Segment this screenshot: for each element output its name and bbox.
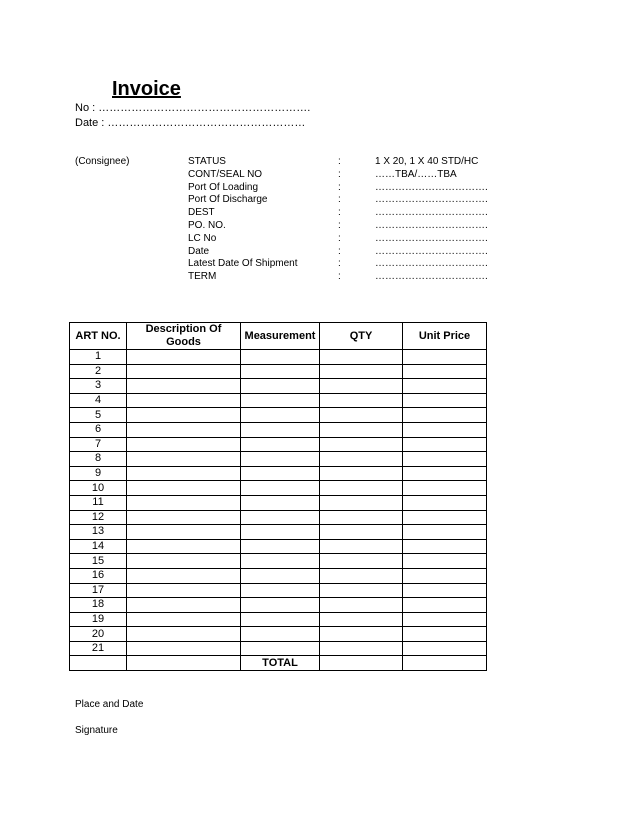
- table-row: [70, 554, 487, 569]
- empty-cell: [320, 437, 403, 452]
- empty-cell: [127, 525, 241, 540]
- empty-cell: [403, 350, 487, 365]
- empty-cell: [320, 525, 403, 540]
- empty-cell: [403, 437, 487, 452]
- empty-cell: [403, 393, 487, 408]
- empty-cell: [403, 539, 487, 554]
- empty-cell: [320, 393, 403, 408]
- empty-cell: [241, 525, 320, 540]
- header-measurement: Measurement: [241, 323, 320, 350]
- empty-cell: [320, 495, 403, 510]
- empty-cell: [320, 612, 403, 627]
- empty-cell: [127, 568, 241, 583]
- art-no-cell: 4: [70, 393, 127, 408]
- field-value: …………………………….: [375, 219, 488, 231]
- empty-cell: [241, 641, 320, 656]
- empty-cell: [241, 452, 320, 467]
- table-row: [70, 598, 487, 613]
- field-label: DEST: [188, 207, 215, 219]
- table-row: [70, 350, 487, 365]
- field-colon: :: [338, 232, 341, 244]
- empty-cell: [403, 583, 487, 598]
- empty-cell: [403, 612, 487, 627]
- empty-cell: [241, 554, 320, 569]
- empty-cell: [127, 612, 241, 627]
- empty-cell: [241, 510, 320, 525]
- table-row: [70, 364, 487, 379]
- table-row: [70, 422, 487, 437]
- header-unit-price: Unit Price: [403, 323, 487, 350]
- empty-cell: [70, 656, 127, 671]
- empty-cell: [320, 466, 403, 481]
- empty-cell: [320, 656, 403, 671]
- empty-cell: [403, 568, 487, 583]
- art-no-cell: 1: [70, 350, 127, 365]
- empty-cell: [241, 568, 320, 583]
- consignee-label: (Consignee): [75, 156, 130, 167]
- table-row: [70, 437, 487, 452]
- empty-cell: [241, 539, 320, 554]
- art-no-cell: 20: [70, 627, 127, 642]
- header-art-no: ART NO.: [70, 323, 127, 350]
- table-row: [70, 583, 487, 598]
- empty-cell: [403, 598, 487, 613]
- field-label: CONT/SEAL NO: [188, 168, 263, 180]
- empty-cell: [403, 510, 487, 525]
- field-colon: :: [338, 245, 341, 257]
- empty-cell: [241, 612, 320, 627]
- table-row: [70, 612, 487, 627]
- art-no-cell: 11: [70, 495, 127, 510]
- art-no-cell: 16: [70, 568, 127, 583]
- empty-cell: [403, 481, 487, 496]
- empty-cell: [127, 422, 241, 437]
- empty-cell: [320, 583, 403, 598]
- empty-cell: [127, 510, 241, 525]
- empty-cell: [320, 539, 403, 554]
- art-no-cell: 14: [70, 539, 127, 554]
- art-no-cell: 7: [70, 437, 127, 452]
- empty-cell: [241, 598, 320, 613]
- field-value: …………………………….: [375, 194, 488, 206]
- empty-cell: [241, 437, 320, 452]
- empty-cell: [241, 481, 320, 496]
- items-table: [69, 322, 487, 671]
- empty-cell: [127, 539, 241, 554]
- empty-cell: [403, 525, 487, 540]
- empty-cell: [320, 627, 403, 642]
- empty-cell: [241, 379, 320, 394]
- field-colon: :: [338, 219, 341, 231]
- empty-cell: [127, 350, 241, 365]
- art-no-cell: 5: [70, 408, 127, 423]
- empty-cell: [320, 554, 403, 569]
- field-label: Port Of Loading: [188, 181, 259, 193]
- empty-cell: [320, 422, 403, 437]
- table-header-row: [70, 323, 487, 350]
- field-value: …………………………….: [375, 181, 488, 193]
- field-value: 1 X 20, 1 X 40 STD/HC: [375, 156, 479, 167]
- total-label: TOTAL: [241, 656, 320, 671]
- empty-cell: [127, 554, 241, 569]
- empty-cell: [127, 641, 241, 656]
- field-value: …………………………….: [375, 258, 488, 270]
- field-label: TERM: [188, 271, 217, 283]
- table-row: [70, 525, 487, 540]
- field-value: …………………………….: [375, 245, 488, 257]
- empty-cell: [320, 510, 403, 525]
- table-row: [70, 393, 487, 408]
- art-no-cell: 17: [70, 583, 127, 598]
- invoice-date-line: Date : ………………………………………………: [75, 117, 306, 129]
- table-row: [70, 379, 487, 394]
- empty-cell: [403, 452, 487, 467]
- table-row: [70, 510, 487, 525]
- field-label: PO. NO.: [188, 219, 226, 231]
- empty-cell: [403, 656, 487, 671]
- art-no-cell: 10: [70, 481, 127, 496]
- field-label: LC No: [188, 232, 217, 244]
- field-value: …………………………….: [375, 232, 488, 244]
- empty-cell: [127, 656, 241, 671]
- art-no-cell: 18: [70, 598, 127, 613]
- art-no-cell: 21: [70, 641, 127, 656]
- field-label: Port Of Discharge: [188, 194, 268, 206]
- empty-cell: [127, 466, 241, 481]
- empty-cell: [403, 554, 487, 569]
- empty-cell: [127, 627, 241, 642]
- empty-cell: [320, 598, 403, 613]
- empty-cell: [320, 350, 403, 365]
- empty-cell: [241, 422, 320, 437]
- place-and-date-label: Place and Date: [75, 699, 144, 710]
- art-no-cell: 6: [70, 422, 127, 437]
- empty-cell: [403, 627, 487, 642]
- empty-cell: [241, 495, 320, 510]
- empty-cell: [127, 495, 241, 510]
- header-qty: QTY: [320, 323, 403, 350]
- art-no-cell: 2: [70, 364, 127, 379]
- empty-cell: [403, 408, 487, 423]
- empty-cell: [403, 495, 487, 510]
- art-no-cell: 15: [70, 554, 127, 569]
- empty-cell: [403, 422, 487, 437]
- field-value: …………………………….: [375, 271, 488, 283]
- empty-cell: [127, 598, 241, 613]
- empty-cell: [241, 408, 320, 423]
- invoice-number-line: No : ………………………………………………….: [75, 102, 311, 114]
- field-colon: :: [338, 207, 341, 219]
- table-row: [70, 568, 487, 583]
- table-row: [70, 466, 487, 481]
- empty-cell: [320, 568, 403, 583]
- field-colon: :: [338, 194, 341, 206]
- empty-cell: [241, 364, 320, 379]
- empty-cell: [320, 481, 403, 496]
- art-no-cell: 13: [70, 525, 127, 540]
- table-row: [70, 452, 487, 467]
- empty-cell: [320, 379, 403, 394]
- empty-cell: [127, 452, 241, 467]
- field-value: …………………………….: [375, 207, 488, 219]
- empty-cell: [127, 379, 241, 394]
- empty-cell: [241, 627, 320, 642]
- empty-cell: [403, 466, 487, 481]
- table-row: [70, 627, 487, 642]
- field-label: Date: [188, 245, 210, 257]
- header-description: Description Of Goods: [127, 323, 241, 350]
- empty-cell: [320, 364, 403, 379]
- field-label: Latest Date Of Shipment: [188, 258, 298, 270]
- empty-cell: [320, 641, 403, 656]
- empty-cell: [127, 437, 241, 452]
- field-colon: :: [338, 168, 341, 180]
- invoice-title: Invoice: [112, 78, 181, 100]
- table-row: [70, 495, 487, 510]
- field-colon: :: [338, 181, 341, 193]
- empty-cell: [241, 583, 320, 598]
- empty-cell: [320, 452, 403, 467]
- total-row: [70, 656, 487, 671]
- table-row: [70, 481, 487, 496]
- empty-cell: [241, 350, 320, 365]
- empty-cell: [241, 393, 320, 408]
- empty-cell: [403, 364, 487, 379]
- empty-cell: [403, 379, 487, 394]
- art-no-cell: 8: [70, 452, 127, 467]
- table-row: [70, 539, 487, 554]
- field-colon: :: [338, 271, 341, 283]
- empty-cell: [320, 408, 403, 423]
- table-row: [70, 641, 487, 656]
- empty-cell: [241, 466, 320, 481]
- field-label: STATUS: [188, 156, 226, 167]
- field-colon: :: [338, 258, 341, 270]
- art-no-cell: 3: [70, 379, 127, 394]
- art-no-cell: 12: [70, 510, 127, 525]
- field-colon: :: [338, 156, 341, 167]
- empty-cell: [127, 364, 241, 379]
- field-value: ……TBA/……TBA: [375, 168, 457, 180]
- signature-label: Signature: [75, 725, 118, 736]
- empty-cell: [127, 408, 241, 423]
- art-no-cell: 19: [70, 612, 127, 627]
- empty-cell: [127, 481, 241, 496]
- art-no-cell: 9: [70, 466, 127, 481]
- empty-cell: [403, 641, 487, 656]
- empty-cell: [127, 583, 241, 598]
- empty-cell: [127, 393, 241, 408]
- table-row: [70, 408, 487, 423]
